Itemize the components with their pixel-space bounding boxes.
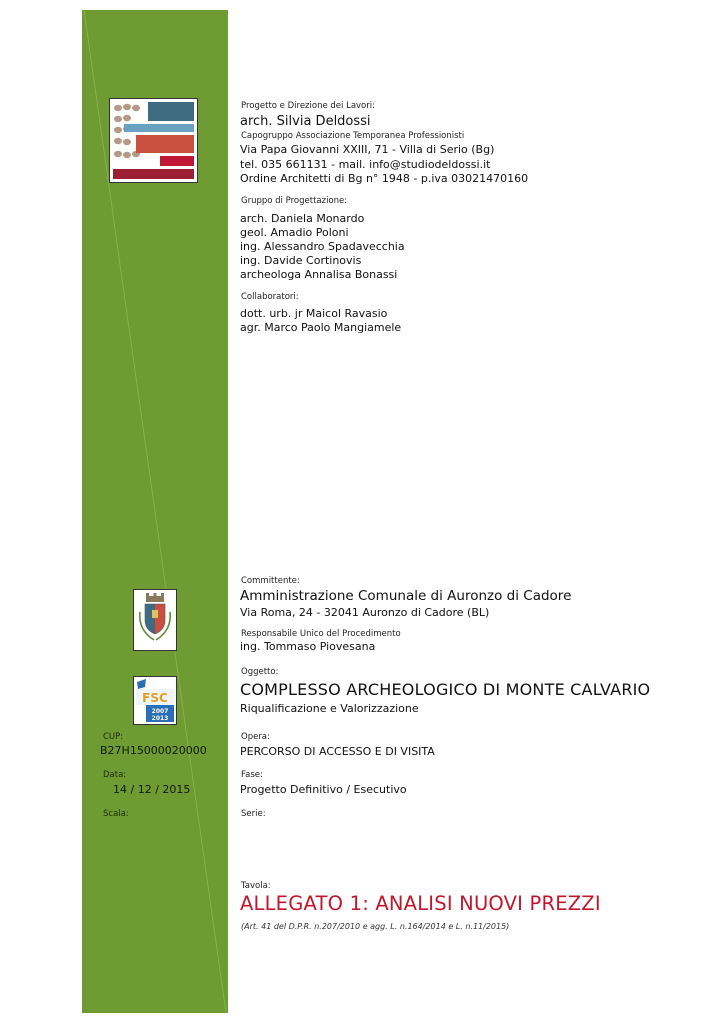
client-label: Committente: [241,576,300,586]
fsc-year-end: 2013 [151,715,169,722]
crest-graphic [134,590,176,650]
client-address: Via Roma, 24 - 32041 Auronzo di Cadore (BL) [240,606,490,619]
collaborator: dott. urb. jr Maicol Ravasio [240,307,388,320]
fsc-logo-text: FSC [142,691,168,705]
cup-value: B27H15000020000 [100,744,207,757]
work-label: Opera: [241,732,270,742]
studio-registration: Ordine Architetti di Bg n° 1948 - p.iva 03021470160 [240,172,529,185]
architect-name: arch. Silvia Deldossi [240,114,371,129]
rup-name: ing. Tommaso Piovesana [240,640,376,653]
collaborator: agr. Marco Paolo Mangiamele [240,321,402,334]
scale-label: Scala: [103,809,129,819]
architect-subtitle: Capogruppo Associazione Temporanea Professionisti [241,131,465,141]
work-value: PERCORSO DI ACCESSO E DI VISITA [240,745,435,758]
studio-logo [109,98,198,183]
object-label: Oggetto: [241,667,279,677]
studio-contacts: tel. 035 661131 - mail. info@studiodeldossi.it [240,158,491,171]
collaborators-label: Collaboratori: [241,292,299,302]
fsc-logo-graphic [134,677,176,724]
cup-label: CUP: [103,732,124,742]
table-label: Tavola: [241,881,271,891]
studio-logo-graphic [110,99,197,182]
phase-value: Progetto Definitivo / Esecutivo [240,783,407,796]
project-label: Progetto e Direzione dei Lavori: [241,101,375,111]
group-member: ing. Alessandro Spadavecchia [240,240,405,253]
object-title: COMPLESSO ARCHEOLOGICO DI MONTE CALVARIO [240,680,651,699]
table-note: (Art. 41 del D.P.R. n.207/2010 e agg. L. n.164/2014 e L. n.11/2015) [241,922,510,931]
date-label: Data: [103,770,127,780]
client-name: Amministrazione Comunale di Auronzo di Cadore [240,588,572,604]
group-label: Gruppo di Progettazione: [241,196,348,206]
fsc-year-start: 2007 [151,708,169,715]
municipal-crest [133,589,177,651]
group-member: archeologa Annalisa Bonassi [240,268,398,281]
date-value: 14 / 12 / 2015 [113,783,191,796]
studio-address: Via Papa Giovanni XXIII, 71 - Villa di Serio (Bg) [240,143,495,156]
series-label: Serie: [241,809,266,819]
table-title: ALLEGATO 1: ANALISI NUOVI PREZZI [240,892,601,915]
fsc-logo [133,676,177,725]
phase-label: Fase: [241,770,263,780]
object-subtitle: Riqualificazione e Valorizzazione [240,702,419,715]
group-member: arch. Daniela Monardo [240,212,365,225]
group-member: ing. Davide Cortinovis [240,254,362,267]
group-member: geol. Amadio Poloni [240,226,349,239]
rup-label: Responsabile Unico del Procedimento [241,629,401,639]
